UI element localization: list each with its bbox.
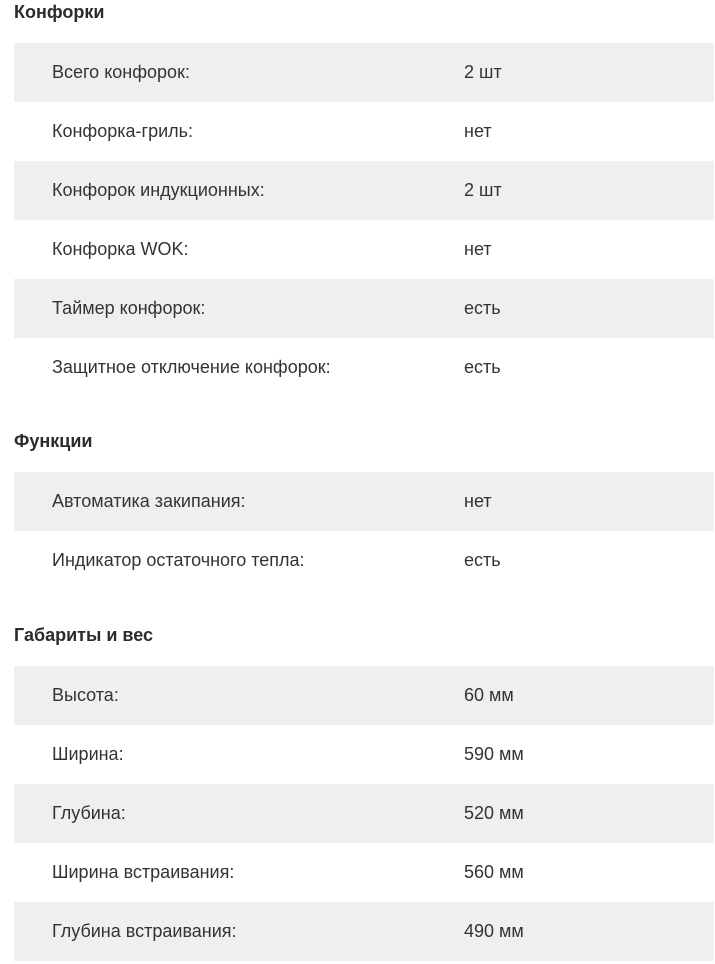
spec-table-functions (14, 472, 714, 590)
spec-row (14, 279, 714, 338)
spec-label: Конфорок индукционных: (52, 180, 265, 200)
spec-value: есть (464, 298, 501, 318)
spec-row (14, 784, 714, 843)
spec-value: есть (464, 550, 501, 570)
spec-row (14, 43, 714, 102)
spec-row (14, 666, 714, 725)
spec-label: Ширина: (52, 744, 124, 764)
spec-value: нет (464, 239, 492, 259)
spec-label: Высота: (52, 685, 119, 705)
spec-row (14, 102, 714, 161)
spec-label: Глубина: (52, 803, 126, 823)
spec-row (14, 338, 714, 397)
spec-value: 490 мм (464, 921, 524, 941)
spec-label: Глубина встраивания: (52, 921, 237, 941)
spec-row (14, 220, 714, 279)
section-burners (0, 0, 715, 377)
section-functions (0, 429, 715, 570)
spec-label: Конфорка WOK: (52, 239, 189, 259)
spec-row (14, 472, 714, 531)
spec-row (14, 531, 714, 590)
spec-value: 520 мм (464, 803, 524, 823)
spec-value: 2 шт (464, 180, 502, 200)
spec-label: Конфорка-гриль: (52, 121, 194, 141)
spec-table-dimensions (14, 666, 714, 961)
spec-value: 590 мм (464, 744, 524, 764)
spec-row (14, 725, 714, 784)
spec-value: 560 мм (464, 862, 524, 882)
spec-label: Таймер конфорок: (52, 298, 206, 318)
spec-row (14, 902, 714, 961)
spec-value: 60 мм (464, 685, 514, 705)
spec-label: Защитное отключение конфорок: (52, 357, 331, 377)
spec-value: есть (464, 357, 501, 377)
spec-label: Индикатор остаточного тепла: (52, 550, 305, 570)
spec-row (14, 161, 714, 220)
spec-table-burners (14, 43, 714, 397)
section-dimensions (0, 623, 715, 941)
section-title-functions: Функции (14, 431, 93, 451)
spec-row (14, 843, 714, 902)
spec-value: 2 шт (464, 62, 502, 82)
spec-label: Всего конфорок: (52, 62, 190, 82)
section-title-dimensions: Габариты и вес (14, 625, 154, 645)
spec-value: нет (464, 121, 492, 141)
spec-value: нет (464, 491, 492, 511)
spec-label: Автоматика закипания: (52, 491, 246, 511)
spec-label: Ширина встраивания: (52, 862, 235, 882)
section-title-burners: Конфорки (14, 2, 105, 22)
